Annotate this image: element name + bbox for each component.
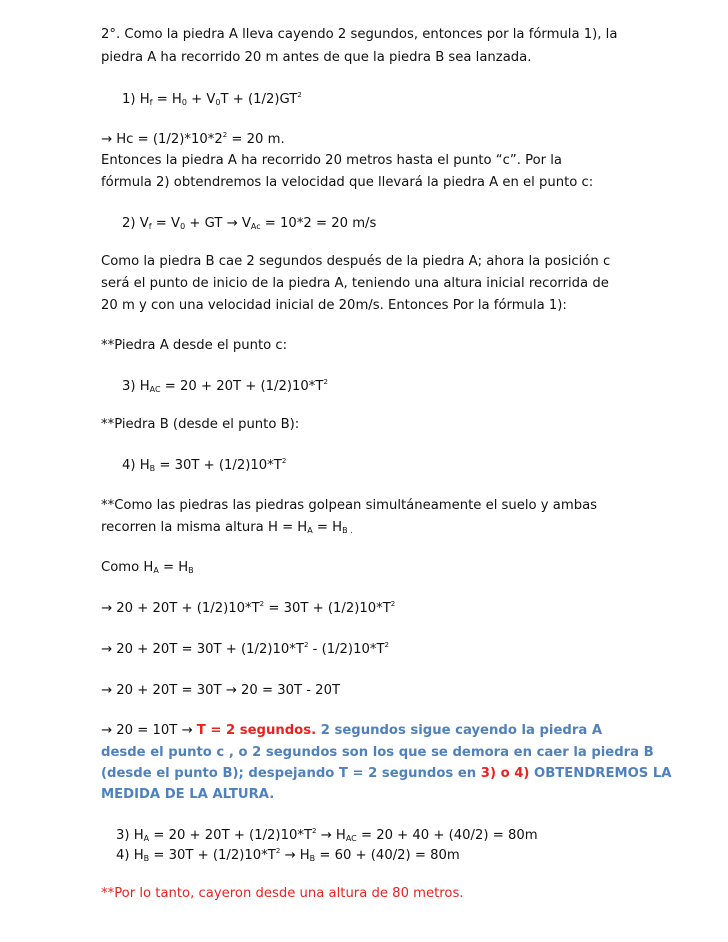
paragraph-line: Entonces la piedra A ha recorrido 20 metros hasta el punto “c”. Por la	[101, 153, 562, 168]
result-line: desde el punto c , o 2 segundos son los que se demora en caer la piedra B	[101, 745, 654, 760]
paragraph-line: piedra A ha recorrido 20 m antes de que la piedra B sea lanzada.	[101, 50, 532, 65]
paragraph-line: será el punto de inicio de la piedra A, teniendo una altura inicial recorrida de	[101, 276, 609, 291]
equation-line: recorren la misma altura $H = H_A = H_{B .}$	[101, 520, 353, 535]
paragraph-line: **Piedra A desde el punto c:	[101, 338, 288, 353]
formula-6: 4) $H_B = 30T + (1/2)10*T^2 \to H_B = 60 + (40/2) = 80m$	[116, 847, 460, 863]
conclusion-line: **Por lo tanto, cayeron desde una altura de 80 metros.	[101, 886, 464, 901]
formula-2: 2) $V_f = V_0$ + GT → $V_{Ac} = 10*2 = 20$ m/s	[122, 216, 377, 231]
formula-3: 3) $H_{AC} = 20 + 20T + (1/2)10*T^2$	[122, 378, 328, 394]
paragraph-line: 2°. Como la piedra A lleva cayendo 2 segundos, entonces por la fórmula 1), la	[101, 27, 618, 42]
equation-line: → $20 + 20T = 30T + (1/2)10*T^2 - (1/2)10*T^2$	[101, 641, 389, 657]
result-line: MEDIDA DE LA ALTURA.	[101, 787, 275, 802]
paragraph-line: Como la piedra B cae 2 segundos después de la piedra A; ahora la posición c	[101, 254, 611, 269]
paragraph-line: **Piedra B (desde el punto B):	[101, 417, 300, 432]
equation-line: → 20 + 20T = 30T → 20 = 30T - 20T	[101, 683, 341, 698]
paragraph-line: 20 m y con una velocidad inicial de 20m/s. Entonces Por la fórmula 1):	[101, 298, 567, 313]
equation-line: → $Hc = (1/2)*10*2^2 = 20$ m.	[101, 131, 285, 147]
result-line: → 20 = 10T → T = 2 segundos. 2 segundos sigue cayendo la piedra A	[101, 723, 603, 738]
equation-line: → $20 + 20T + (1/2)10*T^2 = 30T + (1/2)10*T^2$	[101, 600, 396, 616]
result-line: (desde el punto B); despejando T = 2 segundos en 3) o 4) OBTENDREMOS LA	[101, 766, 672, 781]
paragraph-line: **Como las piedras las piedras golpean simultáneamente el suelo y ambas	[101, 498, 598, 513]
paragraph-line: fórmula 2) obtendremos la velocidad que llevará la piedra A en el punto c:	[101, 175, 594, 190]
formula-1: 1) $H_f = H_0 + V_0T + (1/2)GT^2$	[122, 91, 302, 107]
equation-line: Como $H_A = H_B$	[101, 560, 194, 575]
formula-4: 4) $H_B = 30T + (1/2)10*T^2$	[122, 457, 287, 473]
formula-5: 3) $H_A = 20 + 20T + (1/2)10*T^2 \to H_{AC} = 20 + 40 + (40/2) = 80m$	[116, 827, 538, 843]
